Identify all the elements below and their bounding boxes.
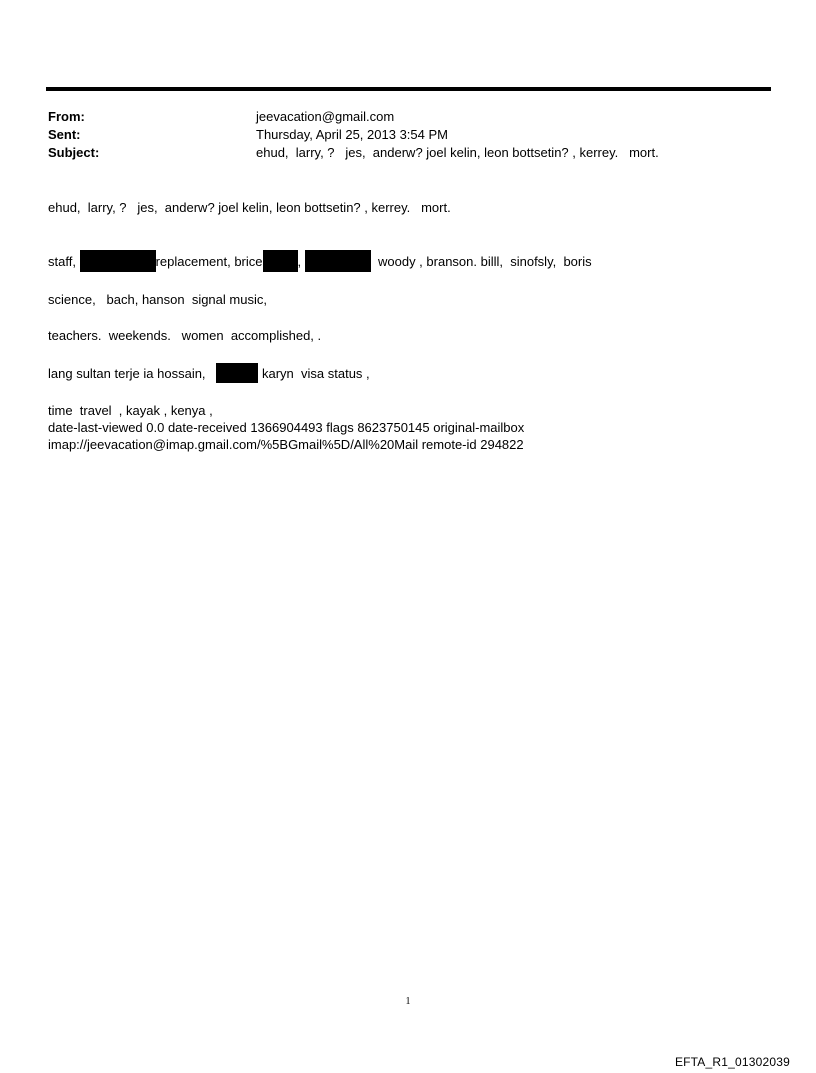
- sent-label: Sent:: [48, 127, 81, 142]
- subject-row: [48, 144, 768, 162]
- body-line-lang: [48, 363, 768, 383]
- email-body: [48, 199, 768, 453]
- sent-row: [48, 126, 768, 144]
- body-line-names: ehud, larry, ? jes, anderw? joel kelin, leon bottsetin? , kerrey. mort.: [48, 200, 451, 215]
- body-line-staff: [48, 250, 768, 272]
- redaction-box: [263, 250, 298, 272]
- karyn-text: karyn visa status ,: [258, 366, 370, 381]
- lang-text: lang sultan terje ia hossain,: [48, 366, 217, 381]
- from-row: [48, 108, 768, 126]
- staff-text: staff,: [48, 254, 80, 269]
- redaction-box: [305, 250, 371, 272]
- body-line-teachers: teachers. weekends. women accomplished, .: [48, 328, 322, 343]
- comma-text: ,: [297, 254, 302, 269]
- email-header: [48, 108, 768, 162]
- from-label: From:: [48, 109, 85, 124]
- body-line-science: science, bach, hanson signal music,: [48, 292, 267, 307]
- subject-label: Subject:: [48, 145, 100, 160]
- from-value: jeevacation@gmail.com: [256, 109, 395, 124]
- redaction-box: [216, 363, 258, 383]
- header-divider: [46, 87, 771, 91]
- body-line-mailbox: imap://jeevacation@imap.gmail.com/%5BGmail%5D/All%20Mail remote-id 294822: [48, 437, 524, 452]
- body-line-travel: time travel , kayak , kenya ,: [48, 403, 213, 418]
- bates-number: EFTA_R1_01302039: [674, 1055, 790, 1069]
- body-line-metadata: date-last-viewed 0.0 date-received 1366904493 flags 8623750145 original-mailbox: [48, 420, 525, 435]
- sent-value: Thursday, April 25, 2013 3:54 PM: [256, 127, 448, 142]
- replacement-text: replacement, brice: [155, 254, 263, 269]
- woody-text: woody , branson. billl, sinofsly, boris: [370, 254, 592, 269]
- page-number: 1: [405, 996, 411, 1007]
- subject-value: ehud, larry, ? jes, anderw? joel kelin, leon bottsetin? , kerrey. mort.: [256, 145, 659, 160]
- redaction-box: [80, 250, 156, 272]
